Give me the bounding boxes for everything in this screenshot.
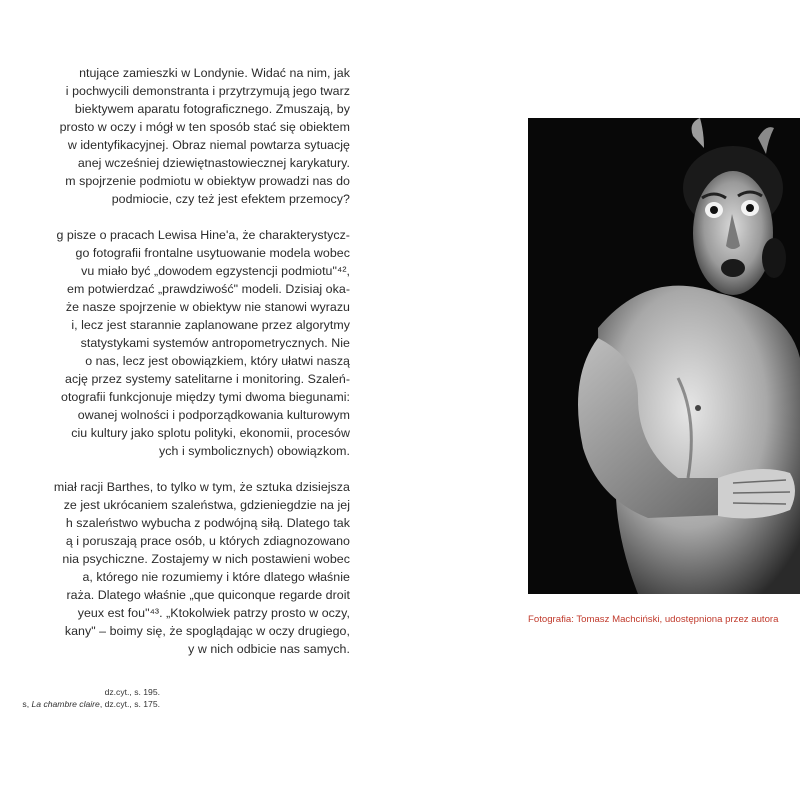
text-line: em potwierdzać „prawdziwość" modeli. Dzisiaj oka- <box>67 282 350 296</box>
text-line: anej wcześniej dziewiętnastowiecznej karykatury. <box>77 156 350 170</box>
text-line: raża. Dlatego właśnie „que quiconque regarde droit <box>66 588 350 602</box>
body-text <box>0 64 350 676</box>
text-line: go fotografii frontalne usytuowanie modela wobec <box>75 246 350 260</box>
text-line: i pochwycili demonstranta i przytrzymują jego twarz <box>65 84 350 98</box>
text-line: h szaleństwo wybucha z podwójną siłą. Dlatego tak <box>65 516 350 530</box>
text-line: i, lecz jest starannie zaplanowane przez algorytmy <box>71 318 350 332</box>
text-line: vu miało być „dowodem egzystencji podmiotu"⁴², <box>81 264 350 278</box>
text-line: a, którego nie rozumiemy i które dlatego właśnie <box>82 570 350 584</box>
text-line: ych i symbolicznych) obowiązkom. <box>159 444 350 458</box>
text-line: ą i poruszają prace osób, u których zdiagnozowano <box>65 534 350 548</box>
text-line: nia psychiczne. Zostajemy w nich postawieni wobec <box>62 552 350 566</box>
text-line: ze jest ukrócaniem szaleństwa, gdzieniegdzie na jej <box>63 498 350 512</box>
text-line: ntujące zamieszki w Londynie. Widać na nim, jak <box>79 66 350 80</box>
text-line: podmiocie, czy też jest efektem przemocy? <box>111 192 350 206</box>
text-line: ciu kultury jako splotu polityki, ekonomii, procesów <box>71 426 350 440</box>
paragraph-2 <box>0 226 350 460</box>
paragraph-1 <box>0 64 350 208</box>
book-title: La chambre claire <box>31 699 100 709</box>
text-line: w identyfikacyjnej. Obraz niemal powtarza sytuację <box>67 138 350 152</box>
text-line: m spojrzenie podmiotu w obiektyw prowadzi nas do <box>65 174 350 188</box>
text-line: g pisze o pracach Lewisa Hine'a, że charakterystycz- <box>56 228 350 242</box>
photo-caption: Fotografia: Tomasz Machciński, udostępniona przez autora <box>528 614 779 625</box>
footnotes <box>0 686 160 710</box>
text-line: owanej wolności i podporządkowania kulturowym <box>77 408 350 422</box>
footnote-43: s, La chambre claire, dz.cyt., s. 175. <box>22 699 160 709</box>
text-line: statystykami systemów antropometrycznych. Nie <box>80 336 350 350</box>
footnote-42: dz.cyt., s. 195. <box>104 687 160 697</box>
photograph <box>528 118 800 594</box>
paragraph-3 <box>0 478 350 658</box>
text-line: biektywem aparatu fotograficznego. Zmuszają, by <box>74 102 350 116</box>
text-line: ację przez systemy satelitarne i monitoring. Szaleń- <box>65 372 350 386</box>
text-line: yeux est fou"⁴³. „Ktokolwiek patrzy prosto w oczy, <box>77 606 350 620</box>
portrait-illustration <box>528 118 800 594</box>
text-line: prosto w oczy i mógł w ten sposób stać się obiektem <box>59 120 350 134</box>
text-line: o nas, lecz jest obowiązkiem, który ułatwi naszą <box>85 354 350 368</box>
text-line: że nasze spojrzenie w obiektyw nie stanowi wyrazu <box>65 300 350 314</box>
text-line: otografii funkcjonuje między tymi dwoma biegunami: <box>61 390 350 404</box>
text-line: y w nich odbicie nas samych. <box>188 642 350 656</box>
text-line: kany" – boimy się, że spoglądając w oczy drugiego, <box>64 624 350 638</box>
text-line: miał racji Barthes, to tylko w tym, że sztuka dzisiejsza <box>53 480 350 494</box>
